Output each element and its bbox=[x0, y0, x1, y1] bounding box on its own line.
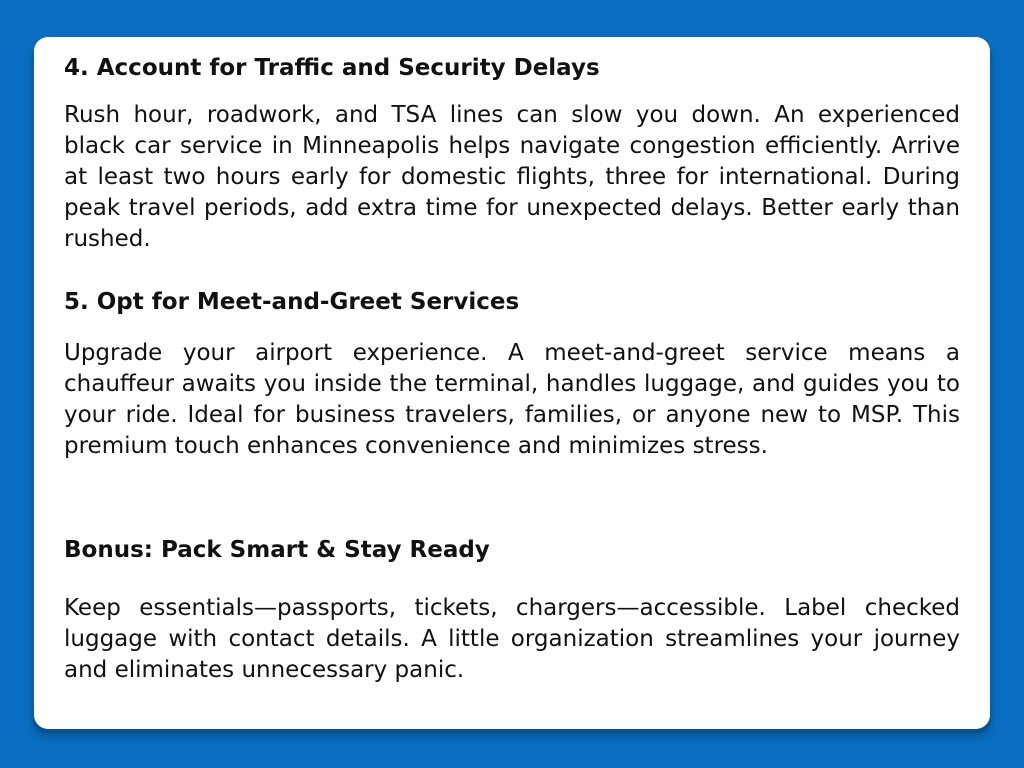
section-heading-meet-and-greet: 5. Opt for Meet-and-Greet Services bbox=[64, 289, 520, 315]
section-heading-traffic-delays: 4. Account for Traffic and Security Delays bbox=[64, 55, 600, 81]
section-heading-bonus: Bonus: Pack Smart & Stay Ready bbox=[64, 537, 490, 563]
section-body-meet-and-greet: Upgrade your airport experience. A meet-and-greet service means a chauffeur awaits you inside the terminal, handles luggage, and guides you to your ride. Ideal for business travelers, families, or anyone new to MSP. This premium touch enhances convenience and minimizes stress. bbox=[64, 340, 960, 459]
content-card bbox=[34, 37, 990, 729]
section-body-traffic-delays: Rush hour, roadwork, and TSA lines can slow you down. An experienced black car service in Minneapolis helps navigate congestion efficiently. Arrive at least two hours early for domestic flights, three for international. During peak travel periods, add extra time for unexpected delays. Better early than rushed. bbox=[64, 102, 960, 252]
section-body-bonus: Keep essentials—passports, tickets, chargers—accessible. Label checked luggage with contact details. A little organization streamlines your journey and eliminates unnecessary panic. bbox=[64, 595, 960, 683]
